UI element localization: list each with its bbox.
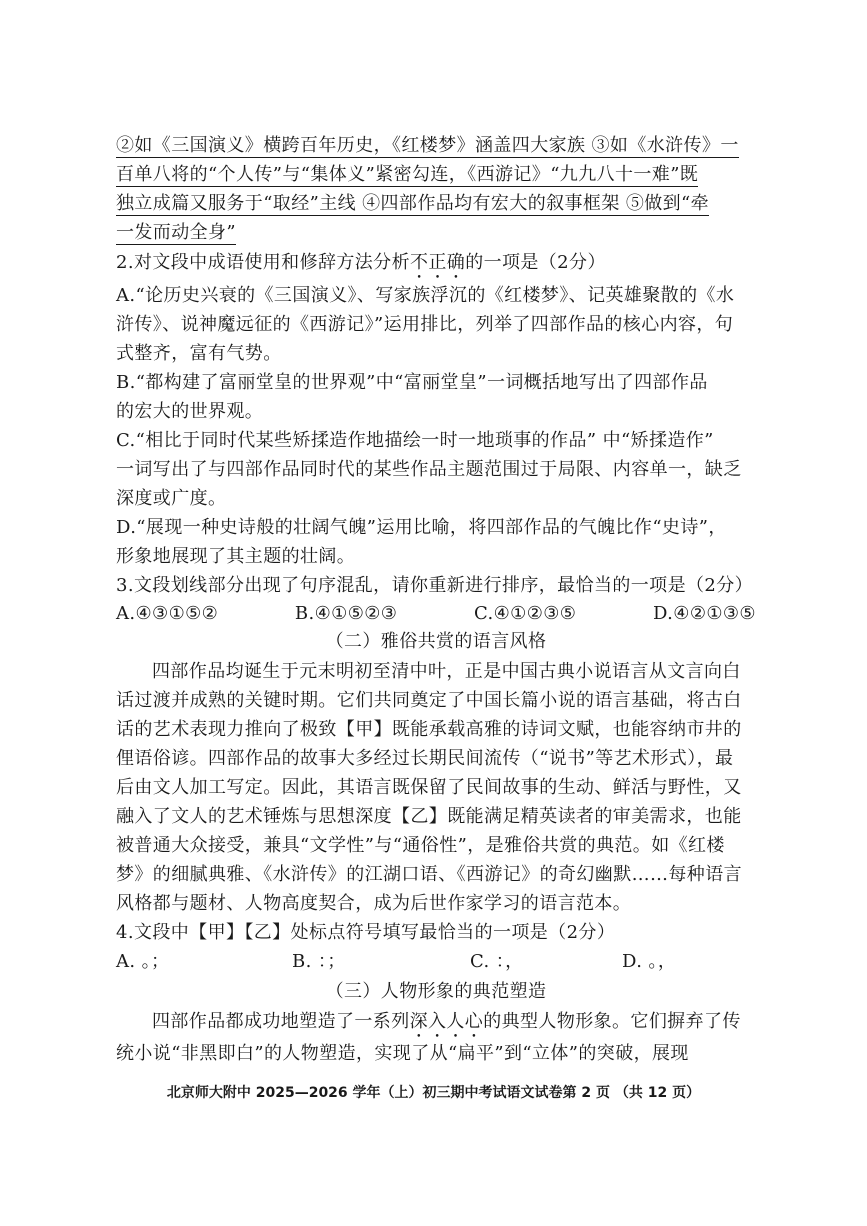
- question-4-stem: 4.文段中【甲】【乙】处标点符号填写最恰当的一项是（2分）: [116, 922, 616, 943]
- q4-option-c: C. ：，: [470, 951, 524, 972]
- emphasized-text: 深入人心: [409, 1011, 484, 1032]
- q2-option-b-line: B.“都构建了富丽堂皇的世界观”中“富丽堂皇”一词概括地写出了四部作品: [116, 372, 708, 393]
- q3-option-a: A.④③①⑤②: [116, 603, 219, 624]
- passage-line-4: [116, 222, 756, 244]
- q2-option-c-line: 深度或广度。: [116, 488, 227, 509]
- stem-text: 的一项是（2分）: [465, 252, 606, 273]
- q4-option-b: B. ：；: [292, 951, 346, 972]
- emphasized-text: 不正确: [409, 252, 466, 273]
- underlined-text: 独立成篇又服务于“取经”主线 ④四部作品均有宏大的叙事框架 ⑤做到“牵: [116, 193, 710, 214]
- q2-option-a-line: 浒传》、说神魔远征的《西游记》”运用排比，列举了四部作品的核心内容，句: [116, 314, 734, 335]
- q2-option-c-line: 一词写出了与四部作品同时代的某些作品主题范围过于局限、内容单一，缺乏: [116, 459, 742, 480]
- q2-option-c-line: C.“相比于同时代某些矫揉造作地描绘一时一地琐事的作品” 中“矫揉造作”: [116, 430, 714, 451]
- section-3-title: （三）人物形象的典范塑造: [325, 981, 547, 1002]
- section-3-para-line: 统小说“非黑即白”的人物塑造，实现了从“扁平”到“立体”的突破，展现: [116, 1043, 689, 1064]
- q2-option-d-line: D.“展现一种史诗般的壮阔气魄”运用比喻，将四部作品的气魄比作“史诗”，: [116, 517, 727, 538]
- section-2-para-line: 后由文人加工写定。因此，其语言既保留了民间故事的生动、鲜活与野性，又: [116, 777, 742, 798]
- section-2-para-line: 俚语俗谚。四部作品的故事大多经过长期民间流传（“说书”等艺术形式），最: [116, 748, 734, 769]
- q3-option-c: C.④①②③⑤: [473, 603, 577, 624]
- para-text: 四部作品都成功地塑造了一系列: [152, 1011, 410, 1032]
- section-3-para-line: [116, 1011, 756, 1042]
- underlined-text: 百单八将的“个人传”与“集体义”紧密勾连，《西游记》“九九八十一难”既: [116, 164, 699, 185]
- passage-line-1: [116, 135, 756, 157]
- underlined-text: 一发而动全身”: [116, 222, 237, 243]
- para-text: 的典型人物形象。它们摒弃了传: [483, 1011, 741, 1032]
- section-2-para-line: 风格都与题材、人物高度契合，成为后世作家学习的语言范本。: [116, 893, 632, 914]
- section-2-para-line: 四部作品均诞生于元末明初至清中叶，正是中国古典小说语言从文言向白: [152, 661, 741, 682]
- section-2-para-line: 话过渡并成熟的关键时期。它们共同奠定了中国长篇小说的语言基础，将古白: [116, 690, 742, 711]
- q4-option-a: A. 。；: [116, 951, 170, 972]
- q2-option-a-line: 式整齐，富有气势。: [116, 343, 282, 364]
- section-2-title: （二）雅俗共赏的语言风格: [325, 631, 547, 652]
- q2-option-d-line: 形象地展现了其主题的壮阔。: [116, 546, 356, 567]
- question-2-stem: [116, 252, 756, 283]
- q2-option-b-line: 的宏大的世界观。: [116, 401, 264, 422]
- stem-text: 2.对文段中成语使用和修辞方法分析: [116, 252, 410, 273]
- q4-option-d: D. 。，: [622, 951, 677, 972]
- section-2-para-line: 话的艺术表现力推向了极致【甲】既能承载高雅的诗词文赋，也能容纳市井的: [116, 719, 742, 740]
- underlined-text: ②如《三国演义》横跨百年历史，《红楼梦》涵盖四大家族 ③如《水浒传》一: [116, 135, 739, 156]
- q3-option-d: D.④②①③⑤: [652, 603, 756, 624]
- section-2-para-line: 被普通大众接受，兼具“文学性”与“通俗性”，是雅俗共赏的典范。如《红楼: [116, 835, 725, 856]
- q3-option-b: B.④①⑤②③: [294, 603, 398, 624]
- q2-option-a-line: A.“论历史兴衰的《三国演义》、写家族浮沉的《红楼梦》、记英雄聚散的《水: [116, 285, 735, 306]
- section-2-para-line: 融入了文人的艺术锤炼与思想深度【乙】既能满足精英读者的审美需求，也能: [116, 806, 742, 827]
- passage-line-2: [116, 164, 756, 186]
- q3-options: [116, 603, 756, 625]
- passage-line-3: [116, 193, 756, 215]
- question-3-stem: 3.文段划线部分出现了句序混乱，请你重新进行排序，最恰当的一项是（2分）: [116, 575, 754, 596]
- section-2-para-line: 梦》的细腻典雅、《水浒传》的江湖口语、《西游记》的奇幻幽默……每种语言: [116, 864, 742, 885]
- page-footer: 北京师大附中 2025—2026 学年（上）初三期中考试语文试卷第 2 页 （共 12 页）: [166, 1085, 701, 1101]
